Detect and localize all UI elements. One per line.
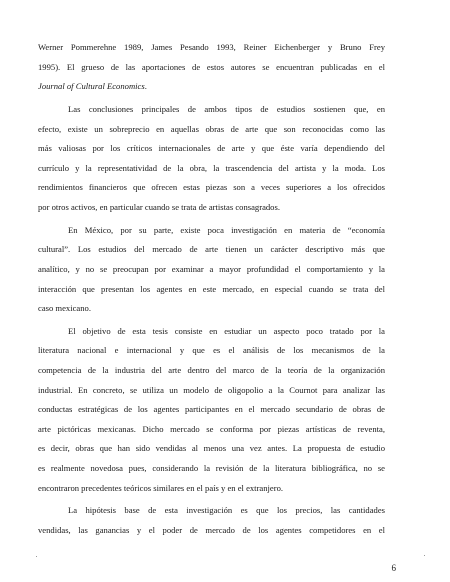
text-line: literatura nacional e internacional y que es el análisis de los mecanismos de la [38,345,385,356]
text-line: industrial. En concreto, se utiliza un modelo de oligopolio a la Cournot para analizar las [38,384,385,395]
text-line: currículo y la representatividad de la obra, la trascendencia del artista y la moda. Los [38,162,385,173]
text-line: analítico, y no se preocupan por examinar a mayor profundidad el comportamiento y la [38,263,385,274]
text-line: La hipótesis base de esta investigación es que los precios, las cantidades [68,505,385,516]
text-line: rendimientos financieros que ofrecen estas piezas son a veces superiores a los ofrecidos [38,182,385,193]
text-line: Las conclusiones principales de ambos tipos de estudios sostienen que, en [68,103,385,114]
text-line: En México, por su parte, existe poca investigación en materia de “economía [68,224,385,235]
text-line: Journal of Cultural Economics. [38,81,147,92]
text-line: por otros activos, en particular cuando se trata de artistas consagrados. [38,201,280,212]
text-line: cultural”. Los estudios del mercado de arte tienen un carácter descriptivo más que [38,244,385,255]
text-line: es decir, obras que han sido vendidas al menos una vez antes. La propuesta de estudio [38,443,385,454]
page-number: 6 [391,563,396,573]
body-text [38,38,385,541]
text-line: 1995). El grueso de las aportaciones de estos autores se encuentran publicadas en el [38,61,385,72]
text-line: más valiosas por los críticos internacionales de arte y que éste varía dependiendo del [38,143,385,154]
text-line: conductas estratégicas de los agentes participantes en el mercado secundario de obras de [38,404,385,415]
text-line: Werner Pommerehne 1989, James Pesando 1993, Reiner Eichenberger y Bruno Frey [38,42,385,52]
journal-title: Journal of Cultural Economics [38,81,145,92]
paragraph-2 [38,100,385,218]
paragraph-1 [38,38,385,97]
text-line: vendidas, las ganancias y el poder de mercado de los agentes competidores en el [38,525,385,535]
paragraph-3 [38,221,385,319]
paragraph-4 [38,322,385,498]
text-line: encontraron precedentes teóricos similares en el país y en el extranjero. [38,482,284,493]
text-line: es realmente novedosa pues, considerando la revisión de la literatura bibliográfica, no se [38,463,385,474]
text-line: interacción que presentan los agentes en este mercado, en especial cuando se trata del [38,283,385,294]
scan-speck [36,556,37,557]
text-line: El objetivo de esta tesis consiste en estudiar un aspecto poco tratado por la [68,325,385,336]
text-line: caso mexicano. [38,303,91,314]
scan-speck [424,555,425,556]
text-line: competencia de la industria del arte dentro del marco de la teoría de la organización [38,365,385,376]
text-line: arte pictóricas mexicanas. Dicho mercado se conforma por piezas artísticas de reventa, [38,423,385,434]
text-line: efecto, existe un sobreprecio en aquellas obras de arte que son reconocidas como las [38,123,385,134]
paragraph-5 [38,501,385,540]
